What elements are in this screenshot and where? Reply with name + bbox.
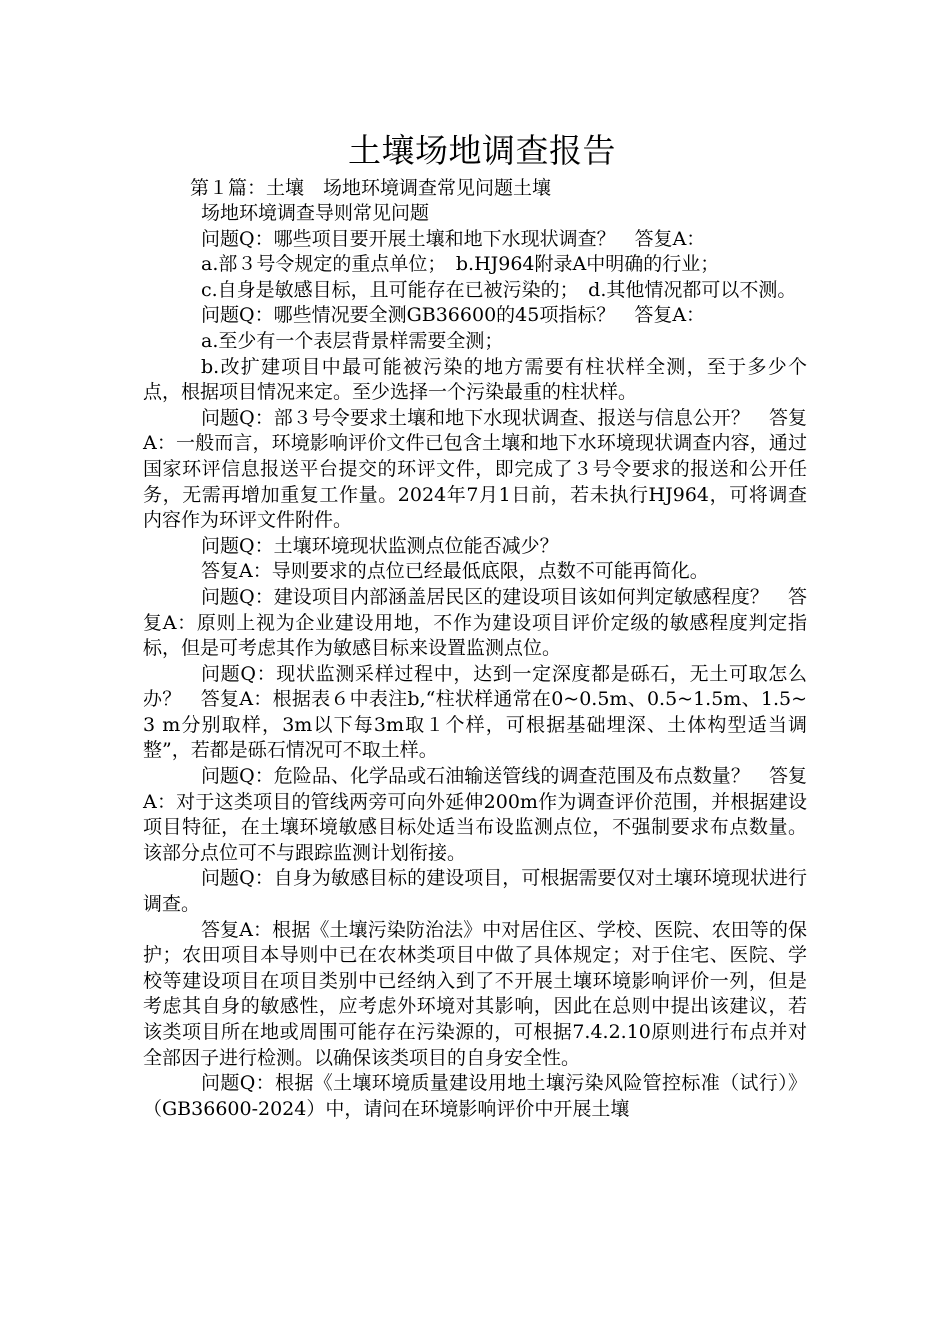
article-heading: 第１篇：土壤 场地环境调查常见问题土壤: [190, 177, 552, 199]
paragraph: 问题Q：建设项目内部涵盖居民区的建设项目该如何判定敏感程度？ 答复A：原则上视为企业建设用地，不作为建设项目评价定级的敏感程度判定指标，但是可考虑其作为敏感目标来设置监测点位。: [143, 585, 807, 660]
paragraph: c.自身是敏感目标，且可能存在已被污染的； d.其他情况都可以不测。: [201, 278, 797, 301]
paragraph: 场地环境调查导则常见问题: [201, 202, 430, 224]
paragraph: 问题Q：自身为敏感目标的建设项目，可根据需要仅对土壤环境现状进行调查。: [143, 867, 807, 916]
paragraph: 问题Q：土壤环境现状监测点位能否减少？: [201, 534, 559, 557]
paragraph: 答复A：导则要求的点位已经最低底限，点数不可能再简化。: [201, 560, 709, 583]
paragraph: 问题Q：危险品、化学品或石油输送管线的调查范围及布点数量？ 答复A：对于这类项目的管线两旁可向外延伸200m作为调查评价范围，并根据建设项目特征，在土壤环境敏感目标处适当布设监测点位，不强制要求布点数量。该部分点位可不与跟踪监测计划衔接。: [143, 765, 807, 864]
paragraph: a.至少有一个表层背景样需要全测；: [201, 329, 504, 352]
paragraph: 问题Q：部３号令要求土壤和地下水现状调查、报送与信息公开？ 答复A：一般而言，环境影响评价文件已包含土壤和地下水环境现状调查内容，通过国家环评信息报送平台提交的环评文件，即完成了３号令要求的报送和公开任务，无需再增加重复工作量。2024年7月1日前，若未执行HJ964，可将调查内容作为环评文件附件。: [143, 406, 807, 532]
paragraph: 问题Q：根据《土壤环境质量建设用地土壤污染风险管控标准（试行）》（GB36600-2024）中，请问在环境影响评价中开展土壤: [143, 1072, 807, 1120]
document-page: [143, 126, 807, 1122]
paragraph: 答复A：根据《土壤污染防治法》中对居住区、学校、医院、农田等的保护；农田项目本导则中已在农林类项目中做了具体规定；对于住宅、医院、学校等建设项目在项目类别中已经纳入到了不开展土壤环境影响评价一列，但是考虑其自身的敏感性，应考虑外环境对其影响，因此在总则中提出该建议，若该类项目所在地或周围可能存在污染源的，可根据7.4.2.10原则进行布点并对全部因子进行检测。以确保该类项目的自身安全性。: [143, 918, 807, 1069]
document-title: 土壤场地调查报告: [348, 131, 616, 170]
paragraph: 问题Q：现状监测采样过程中，达到一定深度都是砾石，无土可取怎么办？ 答复A：根据表６中表注b,“柱状样通常在0~0.5m、0.5~1.5m、1.5~3 m分别取样，3m以下每3m取１个样，可根据基础埋深、土体构型适当调整”，若都是砾石情况可不取土样。: [143, 662, 807, 762]
paragraph: b.改扩建项目中最可能被污染的地方需要有柱状样全测，至于多少个点，根据项目情况来定。至少选择一个污染最重的柱状样。: [143, 355, 807, 404]
paragraph: 问题Q：哪些项目要开展土壤和地下水现状调查？ 答复A：: [201, 227, 706, 250]
paragraph: a.部３号令规定的重点单位； b.HJ964附录A中明确的行业；: [201, 253, 720, 276]
paragraph: 问题Q：哪些情况要全测GB36600的45项指标？ 答复A：: [201, 304, 706, 327]
